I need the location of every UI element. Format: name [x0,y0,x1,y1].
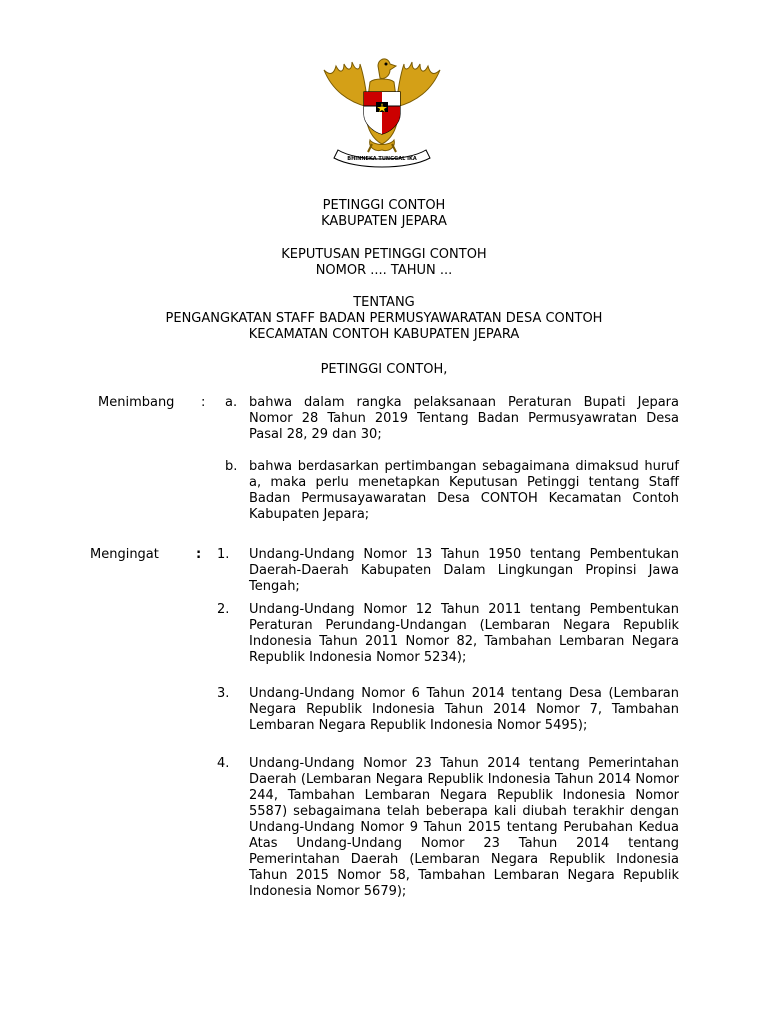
mengingat-marker-4: 4. [217,756,230,771]
mengingat-colon: : [196,547,202,562]
subject-block [0,295,768,343]
menimbang-item-b: bahwa berdasarkan pertimbangan sebagaimana dimaksud huruf a, maka perlu menetapkan Keputusan Petinggi tentang Staff Badan Permusayawaratan Desa CONTOH Kecamatan Contoh Kabupaten Jepara; [249,459,679,522]
mengingat-marker-3: 3. [217,686,230,701]
subject-line-1: PENGANGKATAN STAFF BADAN PERMUSYAWARATAN DESA CONTOH [165,311,603,326]
decree-title-block [0,247,768,279]
mengingat-label: Mengingat [90,547,159,562]
decree-title: KEPUTUSAN PETINGGI CONTOH [281,247,487,262]
mengingat-marker-1: 1. [217,547,230,562]
header-block [0,198,768,230]
menimbang-colon: : [201,395,206,410]
mengingat-marker-2: 2. [217,602,230,617]
issuer-heading-block [0,362,768,378]
decree-number: NOMOR .... TAHUN ... [315,263,453,278]
menimbang-label: Menimbang [98,395,175,410]
regency-line: KABUPATEN JEPARA [321,214,447,229]
subject-heading: TENTANG [353,295,415,310]
subject-line-2: KECAMATAN CONTOH KABUPATEN JEPARA [248,327,520,342]
emblem-motto: BHINNEKA TUNGGAL IKA [347,156,417,162]
issuer-heading: PETINGGI CONTOH, [320,362,448,377]
garuda-pancasila-emblem [318,52,446,170]
mengingat-item-1: Undang-Undang Nomor 13 Tahun 1950 tentang Pembentukan Daerah-Daerah Kabupaten Dalam Lingkungan Propinsi Jawa Tengah; [249,547,679,594]
menimbang-marker-a: a. [225,395,238,410]
mengingat-item-4: Undang-Undang Nomor 23 Tahun 2014 tentang Pemerintahan Daerah (Lembaran Negara Republik Indonesia Tahun 2014 Nomor 244, Tambahan Lembaran Negara Republik Indonesia Nomor 5587) sebagaimana telah beberapa kali diubah terakhir dengan Undang-Undang Nomor 9 Tahun 2015 tentang Perubahan Kedua Atas Undang-Undang Nomor 23 Tahun 2014 tentang Pemerintahan Daerah (Lembaran Negara Republik Indonesia Tahun 2015 Nomor 58, Tambahan Lembaran Negara Republik Indonesia Nomor 5679); [249,756,679,899]
mengingat-item-3: Undang-Undang Nomor 6 Tahun 2014 tentang Desa (Lembaran Negara Republik Indonesia Tahun 2014 Nomor 7, Tambahan Lembaran Negara Republik Indonesia Nomor 5495); [249,686,679,733]
menimbang-item-a: bahwa dalam rangka pelaksanaan Peraturan Bupati Jepara Nomor 28 Tahun 2019 Tentang Badan Permusyawratan Desa Pasal 28, 29 dan 30; [249,395,679,442]
menimbang-marker-b: b. [225,459,238,474]
mengingat-item-2: Undang-Undang Nomor 12 Tahun 2011 tentang Pembentukan Peraturan Perundang-Undangan (Lembaran Negara Republik Indonesia Tahun 2011 Nomor 82, Tambahan Lembaran Negara Republik Indonesia Nomor 5234); [249,602,679,665]
issuer-line: PETINGGI CONTOH [322,198,446,213]
